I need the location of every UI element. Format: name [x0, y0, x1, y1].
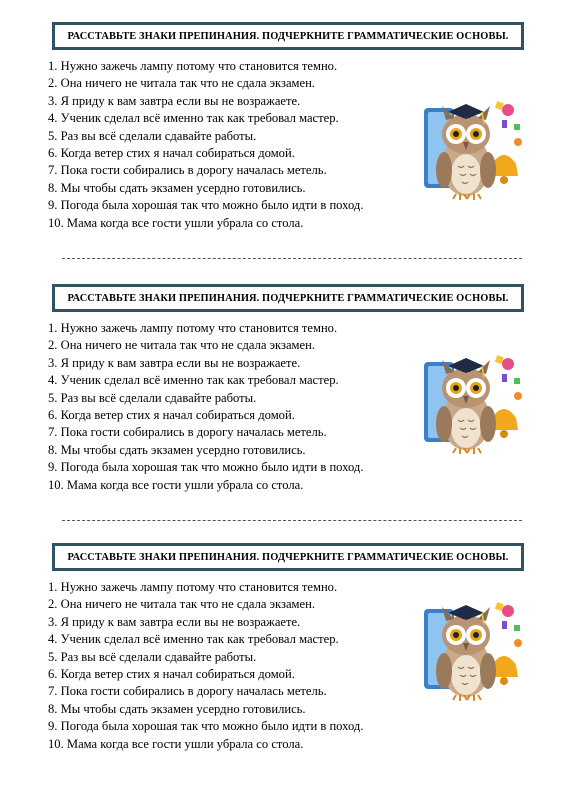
sentence-3: 3. Я приду к вам завтра если вы не возражаете. [48, 93, 301, 108]
sentence-5: 5. Раз вы всё сделали сдавайте работы. [48, 649, 257, 664]
task-title: РАССТАВЬТЕ ЗНАКИ ПРЕПИНАНИЯ. ПОДЧЕРКНИТЕ ГРАММАТИЧЕСКИЕ ОСНОВЫ. [52, 284, 524, 312]
owl-scholar-icon [420, 94, 526, 202]
sentence-6: 6. Когда ветер стих я начал собираться домой. [48, 408, 295, 423]
sentence-5: 5. Раз вы всё сделали сдавайте работы. [48, 390, 257, 405]
sentence-1: 1. Нужно зажечь лампу потому что становится темно. [48, 321, 338, 335]
sentence-9: 9. Погода была хорошая так что можно было идти в поход. [48, 460, 364, 475]
sentence-10: 10. Мама когда все гости ушли убрала со стола. [48, 215, 304, 230]
sentence-6: 6. Когда ветер стих я начал собираться домой. [48, 667, 295, 682]
sentence-5: 5. Раз вы всё сделали сдавайте работы. [48, 128, 257, 143]
sentence-10: 10. Мама когда все гости ушли убрала со стола. [48, 736, 304, 751]
task-title: РАССТАВЬТЕ ЗНАКИ ПРЕПИНАНИЯ. ПОДЧЕРКНИТЕ ГРАММАТИЧЕСКИЕ ОСНОВЫ. [52, 543, 524, 571]
sentence-4: 4. Ученик сделал всё именно так как требовал мастер. [48, 632, 339, 647]
sentence-7: 7. Пока гости собирались в дорогу началась метель. [48, 425, 327, 440]
sentence-7: 7. Пока гости собирались в дорогу началась метель. [48, 163, 327, 178]
owl-scholar-icon [420, 348, 526, 456]
cut-line-divider [62, 258, 522, 259]
sentence-2: 2. Она ничего не читала так что не сдала экзамен. [48, 597, 315, 612]
cut-line-divider [62, 520, 522, 521]
sentence-list [48, 579, 363, 753]
sentence-list [48, 320, 363, 494]
sentence-1: 1. Нужно зажечь лампу потому что становится темно. [48, 580, 338, 594]
sentence-2: 2. Она ничего не читала так что не сдала экзамен. [48, 338, 315, 353]
sentence-list [48, 58, 363, 232]
sentence-8: 8. Мы чтобы сдать экзамен усердно готовились. [48, 701, 306, 716]
task-title: РАССТАВЬТЕ ЗНАКИ ПРЕПИНАНИЯ. ПОДЧЕРКНИТЕ ГРАММАТИЧЕСКИЕ ОСНОВЫ. [52, 22, 524, 50]
sentence-9: 9. Погода была хорошая так что можно было идти в поход. [48, 719, 364, 734]
sentence-9: 9. Погода была хорошая так что можно было идти в поход. [48, 198, 364, 213]
owl-scholar-icon [420, 595, 526, 703]
sentence-3: 3. Я приду к вам завтра если вы не возражаете. [48, 614, 301, 629]
sentence-8: 8. Мы чтобы сдать экзамен усердно готовились. [48, 180, 306, 195]
sentence-8: 8. Мы чтобы сдать экзамен усердно готовились. [48, 442, 306, 457]
sentence-3: 3. Я приду к вам завтра если вы не возражаете. [48, 355, 301, 370]
sentence-4: 4. Ученик сделал всё именно так как требовал мастер. [48, 373, 339, 388]
sentence-1: 1. Нужно зажечь лампу потому что становится темно. [48, 59, 338, 73]
sentence-4: 4. Ученик сделал всё именно так как требовал мастер. [48, 111, 339, 126]
sentence-10: 10. Мама когда все гости ушли убрала со стола. [48, 477, 304, 492]
sentence-6: 6. Когда ветер стих я начал собираться домой. [48, 146, 295, 161]
sentence-2: 2. Она ничего не читала так что не сдала экзамен. [48, 76, 315, 91]
sentence-7: 7. Пока гости собирались в дорогу началась метель. [48, 684, 327, 699]
